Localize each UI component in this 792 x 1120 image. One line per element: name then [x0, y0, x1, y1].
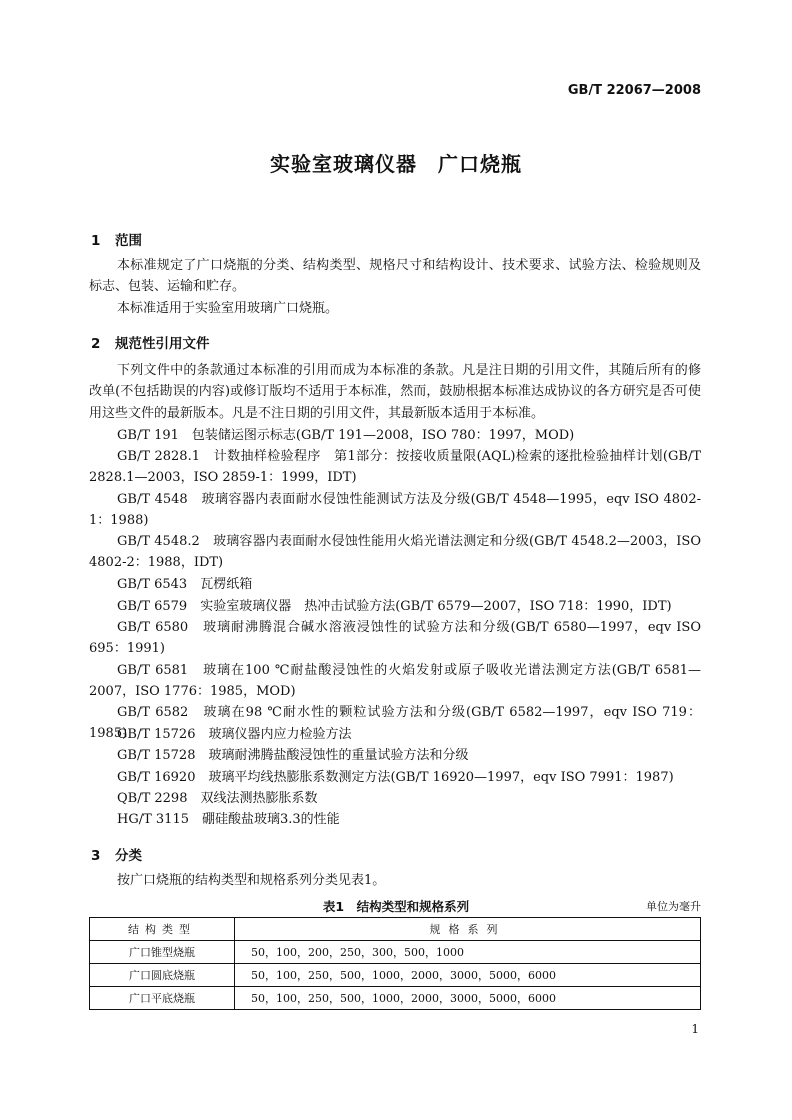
table-cell: 50，100，200，250，300，500，1000: [235, 941, 701, 964]
section-1-heading: [91, 229, 142, 249]
reference-item: GB/T 4548 玻璃容器内表面耐水侵蚀性能测试方法及分级(GB/T 4548—1995，eqv ISO 4802-1：1988): [89, 492, 701, 529]
scope-paragraph-2: 本标准适用于实验室用玻璃广口烧瓶。: [117, 301, 339, 316]
table-row: [90, 964, 701, 987]
document-title: 实验室玻璃仪器 广口烧瓶: [270, 152, 522, 176]
reference-item: GB/T 191 包装储运图示标志(GB/T 191—2008，ISO 780：1997，MOD): [117, 428, 575, 443]
reference-item: GB/T 16920 玻璃平均线热膨胀系数测定方法(GB/T 16920—1997，eqv ISO 7991：1987): [117, 770, 674, 785]
table-unit: 单位为毫升: [646, 900, 701, 913]
section-3-title: 分类: [115, 848, 142, 864]
reference-item: GB/T 15726 玻璃仪器内应力检验方法: [117, 727, 352, 742]
structure-spec-table: [89, 917, 701, 1010]
table-caption: 表1 结构类型和规格系列: [322, 899, 470, 914]
standard-number: GB/T 22067—2008: [567, 83, 701, 98]
section-3-heading: [91, 844, 142, 864]
section-2-title: 规范性引用文件: [115, 336, 210, 352]
section-2-heading: [91, 332, 210, 352]
table-header-cell: 结构类型: [90, 918, 235, 941]
reference-item: GB/T 6543 瓦楞纸箱: [117, 577, 253, 592]
section-2-number: 2: [91, 336, 101, 352]
reference-item: QB/T 2298 双线法测热膨胀系数: [117, 791, 318, 806]
section-3-number: 3: [91, 848, 101, 864]
section-1-title: 范围: [115, 233, 142, 249]
reference-item: GB/T 15728 玻璃耐沸腾盐酸浸蚀性的重量试验方法和分级: [117, 748, 469, 763]
table-cell: 广口平底烧瓶: [90, 987, 235, 1010]
references-intro: 下列文件中的条款通过本标准的引用而成为本标准的条款。凡是注日期的引用文件，其随后所有的修改单(不包括勘误的内容)或修订版均不适用于本标准，然而，鼓励根据本标准达成协议的各方研究是否可使用这些文件的最新版本。凡是不注日期的引用文件，其最新版本适用于本标准。: [89, 363, 701, 421]
table-header-cell: 规格系列: [235, 918, 701, 941]
reference-item: GB/T 2828.1 计数抽样检验程序 第1部分：按接收质量限(AQL)检索的逐批检验抽样计划(GB/T 2828.1—2003，ISO 2859-1：1999，IDT): [89, 449, 701, 486]
reference-item: GB/T 4548.2 玻璃容器内表面耐水侵蚀性能用火焰光谱法测定和分级(GB/T 4548.2—2003，ISO 4802-2：1988，IDT): [89, 534, 701, 571]
scope-paragraph-1: 本标准规定了广口烧瓶的分类、结构类型、规格尺寸和结构设计、技术要求、试验方法、检验规则及标志、包装、运输和贮存。: [89, 258, 701, 295]
section-1-number: 1: [91, 233, 101, 249]
table-cell: 广口锥型烧瓶: [90, 941, 235, 964]
table-cell: 50，100，250，500，1000，2000，3000，5000，6000: [235, 987, 701, 1010]
classification-paragraph: 按广口烧瓶的结构类型和规格系列分类见表1。: [117, 873, 386, 888]
table-cell: 广口圆底烧瓶: [90, 964, 235, 987]
reference-item: GB/T 6579 实验室玻璃仪器 热冲击试验方法(GB/T 6579—2007，ISO 718：1990，IDT): [117, 599, 672, 614]
table-cell: 50，100，250，500，1000，2000，3000，5000，6000: [235, 964, 701, 987]
table-row: [90, 941, 701, 964]
table-header-row: [90, 918, 701, 941]
page-number: 1: [691, 1022, 699, 1036]
reference-item: GB/T 6580 玻璃耐沸腾混合碱水溶液浸蚀性的试验方法和分级(GB/T 6580—1997，eqv ISO 695：1991): [89, 620, 701, 657]
reference-item: GB/T 6582 玻璃在98 ℃耐水性的颗粒试验方法和分级(GB/T 6582—1997，eqv ISO 719：1985): [89, 705, 701, 742]
reference-item: GB/T 6581 玻璃在100 ℃耐盐酸浸蚀性的火焰发射或原子吸收光谱法测定方法(GB/T 6581—2007，ISO 1776：1985，MOD): [89, 663, 701, 700]
reference-item: HG/T 3115 硼硅酸盐玻璃3.3的性能: [117, 812, 340, 827]
table-row: [90, 987, 701, 1010]
